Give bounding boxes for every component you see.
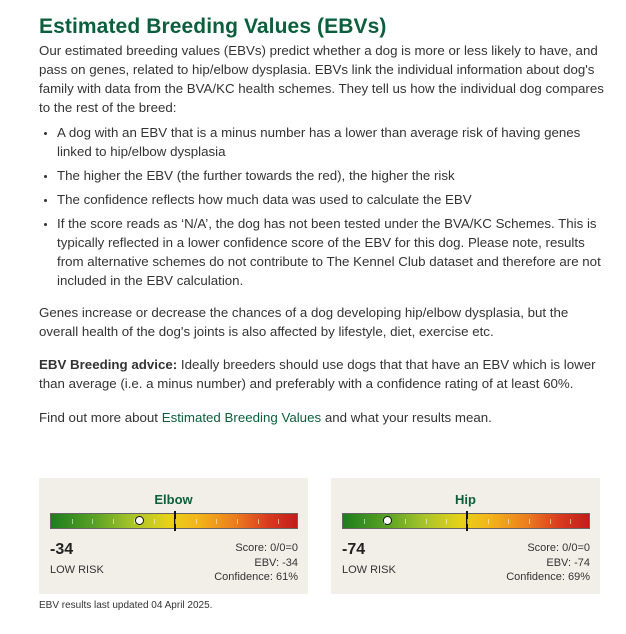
- bar-tick: [278, 519, 279, 524]
- find-out-after: and what your results mean.: [321, 410, 492, 425]
- hip-ebv-value: -74: [342, 541, 366, 558]
- ebv-last-updated: EBV results last updated 04 April 2025.: [39, 600, 213, 611]
- bar-tick: [384, 519, 385, 524]
- bullet-item: • The higher the EBV (the further towards the red), the higher the risk: [57, 166, 604, 185]
- ebv-content: [39, 14, 604, 427]
- hip-ebv-card: [331, 478, 600, 594]
- elbow-ebv-value: -34: [50, 541, 74, 558]
- bar-tick: [237, 519, 238, 524]
- bar-tick: [467, 519, 468, 524]
- bar-tick: [508, 519, 509, 524]
- bar-tick: [154, 519, 155, 524]
- bullet-item: • The confidence reflects how much data was used to calculate the EBV: [57, 190, 604, 209]
- bar-tick: [258, 519, 259, 524]
- breeding-advice-label: EBV Breeding advice:: [39, 357, 178, 372]
- bar-tick: [72, 519, 73, 524]
- estimated-breeding-values-link[interactable]: Estimated Breeding Values: [161, 410, 322, 425]
- elbow-ebv-card: [39, 478, 308, 594]
- find-out-before: Find out more about: [39, 410, 162, 425]
- genes-paragraph: Genes increase or decrease the chances of a dog developing hip/elbow dysplasia, but the overall health of the dog's joints is also affected by lifestyle, diet, exercise etc.: [39, 305, 569, 339]
- bar-tick: [570, 519, 571, 524]
- bar-tick: [134, 519, 135, 524]
- elbow-risk-bar: [50, 513, 298, 529]
- bar-tick: [488, 519, 489, 524]
- hip-confidence: Confidence: 69%: [506, 571, 590, 583]
- find-out-more-paragraph: [39, 408, 604, 427]
- bar-tick: [113, 519, 114, 524]
- bar-tick: [550, 519, 551, 524]
- bar-tick: [196, 519, 197, 524]
- breeding-advice-text: Ideally breeders should use dogs that that have an EBV which is lower than average (i.e. a minus number) and preferably with a confidence rating of at least 60%.: [39, 357, 596, 391]
- bar-tick: [426, 519, 427, 524]
- page-title: Estimated Breeding Values (EBVs): [39, 15, 387, 38]
- hip-card-title: Hip: [455, 492, 476, 507]
- hip-ebv-line: EBV: -74: [546, 556, 590, 569]
- hip-score: Score: 0/0=0: [527, 542, 590, 554]
- bullet-item: • If the score reads as ‘N/A’, the dog has not been tested under the BVA/KC Schemes. This is typically reflected in a lower confidence score of the EBV for this dog. Please note, results from alternative schemes do not contribute to The Kennel Club dataset and therefore are not included in the EBV calculation.: [57, 214, 604, 290]
- ebv-bullet-list: [39, 123, 604, 290]
- intro-paragraph: Our estimated breeding values (EBVs) predict whether a dog is more or less likely to have, and pass on genes, related to hip/elbow dysplasia. EBVs link the individual information about dog's family with data from the BVA/KC health schemes. They tell us how the individual dog compares to the rest of the breed:: [39, 43, 604, 115]
- hip-stats: [506, 541, 590, 585]
- bar-tick: [364, 519, 365, 524]
- elbow-stats: [214, 541, 298, 585]
- bar-tick: [529, 519, 530, 524]
- breeding-advice-paragraph: [39, 355, 604, 393]
- bar-tick: [446, 519, 447, 524]
- bar-tick: [92, 519, 93, 524]
- elbow-ebv-marker: [135, 516, 144, 525]
- bar-tick: [216, 519, 217, 524]
- elbow-score: Score: 0/0=0: [235, 542, 298, 554]
- hip-risk-bar: [342, 513, 590, 529]
- bar-tick: [405, 519, 406, 524]
- elbow-confidence: Confidence: 61%: [214, 571, 298, 583]
- bar-tick: [175, 519, 176, 524]
- elbow-card-title: Elbow: [154, 492, 193, 507]
- hip-risk-label: LOW RISK: [342, 564, 396, 576]
- elbow-ebv-line: EBV: -34: [254, 556, 298, 569]
- bullet-item: • A dog with an EBV that is a minus number has a lower than average risk of having genes linked to hip/elbow dysplasia: [57, 123, 604, 161]
- elbow-risk-label: LOW RISK: [50, 564, 104, 576]
